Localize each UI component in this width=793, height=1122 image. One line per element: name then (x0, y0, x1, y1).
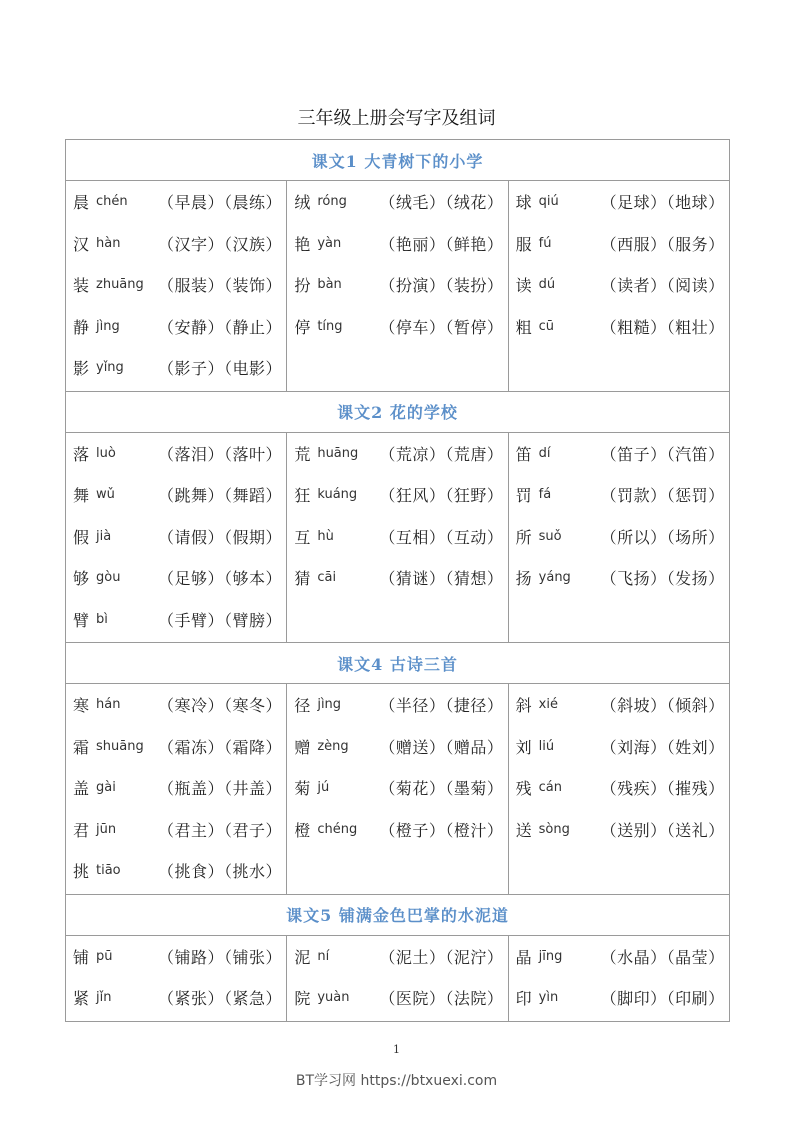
character-entry (287, 264, 507, 306)
character-entry (509, 474, 729, 516)
character-entry (509, 936, 729, 978)
character-entry (66, 767, 286, 809)
word-examples: （赠送）（赠品） (379, 737, 504, 757)
pinyin: yǐng (96, 360, 124, 376)
word-examples: （影子）（电影） (158, 359, 283, 379)
pinyin: suǒ (538, 528, 562, 544)
word-examples: （紧张）（紧急） (158, 989, 283, 1009)
character: 挑 (73, 862, 90, 882)
word-examples: （泥土）（泥泞） (379, 947, 504, 967)
pinyin: luò (96, 445, 116, 461)
word-examples: （飞扬）（发扬） (600, 569, 725, 589)
character-entry (66, 850, 286, 892)
word-examples: （绒毛）（绒花） (379, 193, 504, 213)
word-examples: （猜谜）（猜想） (379, 569, 504, 589)
word-examples: （互相）（互动） (379, 527, 504, 547)
character: 所 (515, 527, 532, 547)
word-examples: （残疾）（摧残） (600, 779, 725, 799)
pinyin: dí (538, 445, 551, 461)
character-entry (509, 306, 729, 348)
character: 绒 (294, 193, 311, 213)
word-examples: （粗糙）（粗壮） (600, 317, 725, 337)
character-entry (509, 726, 729, 768)
character: 舞 (73, 486, 90, 506)
character: 荒 (294, 444, 311, 464)
character-entry (66, 977, 286, 1019)
character-entry (66, 809, 286, 851)
pinyin: wǔ (96, 487, 115, 503)
pinyin: shuāng (96, 738, 144, 754)
pinyin: liú (538, 738, 555, 754)
pinyin: kuáng (317, 487, 358, 503)
character-entry (66, 306, 286, 348)
character: 装 (73, 276, 90, 296)
column (508, 684, 729, 895)
character-entry (509, 684, 729, 726)
character: 猜 (294, 569, 311, 589)
character-entry (287, 557, 507, 599)
section-title: 课文2 花的学校 (66, 391, 730, 432)
character-entry (287, 181, 507, 223)
character: 够 (73, 569, 90, 589)
section-title: 课文5 铺满金色巴掌的水泥道 (66, 894, 730, 935)
section-title: 课文1 大青树下的小学 (66, 140, 730, 181)
column (287, 432, 508, 643)
character: 笛 (515, 444, 532, 464)
character: 铺 (73, 947, 90, 967)
column (66, 684, 287, 895)
character: 罚 (515, 486, 532, 506)
character-entry (66, 223, 286, 265)
character: 停 (294, 317, 311, 337)
pinyin: xié (538, 697, 558, 713)
character-entry (287, 306, 507, 348)
word-examples: （西服）（服务） (600, 234, 725, 254)
pinyin: jǐn (96, 990, 112, 1006)
word-examples: （医院）（法院） (379, 989, 504, 1009)
character-entry (66, 264, 286, 306)
character: 院 (294, 989, 311, 1009)
pinyin: bàn (317, 277, 342, 293)
pinyin: pū (96, 948, 113, 964)
character: 臂 (73, 610, 90, 630)
word-examples: （霜冻）（霜降） (158, 737, 283, 757)
column (66, 432, 287, 643)
character: 艳 (294, 234, 311, 254)
character: 落 (73, 444, 90, 464)
word-examples: （菊花）（墨菊） (379, 779, 504, 799)
pinyin: yìn (538, 990, 559, 1006)
word-examples: （艳丽）（鲜艳） (379, 234, 504, 254)
character-entry (66, 347, 286, 389)
character-entry (66, 557, 286, 599)
pinyin: cū (538, 318, 555, 334)
column (508, 935, 729, 1021)
pinyin: sòng (538, 821, 570, 837)
word-examples: （半径）（捷径） (379, 696, 504, 716)
character-entry (66, 684, 286, 726)
section-header-row (66, 894, 730, 935)
pinyin: gòu (96, 570, 121, 586)
character: 送 (515, 820, 532, 840)
character: 残 (515, 779, 532, 799)
word-examples: （跳舞）（舞蹈） (158, 486, 283, 506)
character-entry (287, 767, 507, 809)
character-entry (287, 809, 507, 851)
character: 影 (73, 359, 90, 379)
character-entry (509, 223, 729, 265)
character-entry (509, 264, 729, 306)
pinyin: tíng (317, 318, 343, 334)
character: 粗 (515, 317, 532, 337)
column (508, 432, 729, 643)
pinyin: zhuāng (96, 277, 144, 293)
character-entry (287, 516, 507, 558)
word-examples: （安静）（静止） (158, 317, 283, 337)
word-examples: （停车）（暂停） (379, 317, 504, 337)
section-body-row (66, 935, 730, 1021)
column (66, 181, 287, 392)
character-entry (509, 433, 729, 475)
character: 盖 (73, 779, 90, 799)
section-body-row (66, 432, 730, 643)
word-examples: （荒凉）（荒唐） (379, 444, 504, 464)
character-table (65, 139, 730, 1022)
pinyin: hán (96, 697, 121, 713)
word-examples: （足球）（地球） (600, 193, 725, 213)
character: 菊 (294, 779, 311, 799)
pinyin: yuàn (317, 990, 350, 1006)
pinyin: cāi (317, 570, 337, 586)
column (287, 684, 508, 895)
word-examples: （服装）（装饰） (158, 276, 283, 296)
page-number: 1 (393, 1043, 400, 1056)
character-entry (287, 474, 507, 516)
pinyin: jūn (96, 821, 117, 837)
character-entry (509, 809, 729, 851)
character: 泥 (294, 947, 311, 967)
word-examples: （请假）（假期） (158, 527, 283, 547)
pinyin: jú (317, 780, 330, 796)
character-entry (66, 433, 286, 475)
character-entry (66, 474, 286, 516)
column (287, 181, 508, 392)
pinyin: chéng (317, 821, 358, 837)
word-examples: （足够）（够本） (158, 569, 283, 589)
character: 假 (73, 527, 90, 547)
character: 晨 (73, 193, 90, 213)
pinyin: jīng (538, 948, 563, 964)
character: 紧 (73, 989, 90, 1009)
word-examples: （笛子）（汽笛） (600, 444, 725, 464)
pinyin: ní (317, 948, 330, 964)
word-examples: （所以）（场所） (600, 527, 725, 547)
character: 晶 (515, 947, 532, 967)
character-entry (287, 726, 507, 768)
pinyin: huāng (317, 445, 359, 461)
word-examples: （汉字）（汉族） (158, 234, 283, 254)
pinyin: jìng (317, 697, 342, 713)
character-entry (66, 726, 286, 768)
character-entry (509, 767, 729, 809)
character: 球 (515, 193, 532, 213)
character: 印 (515, 989, 532, 1009)
pinyin: zèng (317, 738, 349, 754)
character: 静 (73, 317, 90, 337)
pinyin: dú (538, 277, 556, 293)
character: 读 (515, 276, 532, 296)
character-entry (509, 516, 729, 558)
pinyin: fú (538, 235, 552, 251)
character-entry (66, 516, 286, 558)
pinyin: cán (538, 780, 563, 796)
word-examples: （早晨）（晨练） (158, 193, 283, 213)
character: 橙 (294, 820, 311, 840)
word-examples: （扮演）（装扮） (379, 276, 504, 296)
section-title: 课文4 古诗三首 (66, 643, 730, 684)
word-examples: （罚款）（惩罚） (600, 486, 725, 506)
section-body-row (66, 181, 730, 392)
word-examples: （脚印）（印刷） (600, 989, 725, 1009)
pinyin: gài (96, 780, 116, 796)
column (66, 935, 287, 1021)
character-entry (287, 977, 507, 1019)
section-header-row (66, 140, 730, 181)
character-entry (66, 936, 286, 978)
character-entry (509, 557, 729, 599)
character: 径 (294, 696, 311, 716)
character: 君 (73, 820, 90, 840)
character: 扬 (515, 569, 532, 589)
character: 互 (294, 527, 311, 547)
column (508, 181, 729, 392)
word-examples: （落泪）（落叶） (158, 444, 283, 464)
character: 刘 (515, 737, 532, 757)
column (287, 935, 508, 1021)
word-examples: （橙子）（橙汁） (379, 820, 504, 840)
pinyin: hù (317, 528, 334, 544)
character-entry (509, 977, 729, 1019)
word-examples: （刘海）（姓刘） (600, 737, 725, 757)
word-examples: （铺路）（铺张） (158, 947, 283, 967)
character-entry (66, 181, 286, 223)
section-header-row (66, 391, 730, 432)
character-entry (287, 936, 507, 978)
character: 汉 (73, 234, 90, 254)
footer-watermark: BT学习网 https://btxuexi.com (295, 1073, 498, 1089)
word-examples: （瓶盖）（井盖） (158, 779, 283, 799)
pinyin: bì (96, 611, 108, 627)
page-title: 三年级上册会写字及组词 (297, 108, 496, 129)
character-entry (287, 433, 507, 475)
pinyin: róng (317, 194, 347, 210)
character-entry (66, 599, 286, 641)
word-examples: （手臂）（臂膀） (158, 610, 283, 630)
pinyin: hàn (96, 235, 121, 251)
word-examples: （读者）（阅读） (600, 276, 725, 296)
character: 狂 (294, 486, 311, 506)
pinyin: tiāo (96, 863, 121, 879)
word-examples: （狂风）（狂野） (379, 486, 504, 506)
word-examples: （送别）（送礼） (600, 820, 725, 840)
character-entry (287, 684, 507, 726)
word-examples: （水晶）（晶莹） (600, 947, 725, 967)
character: 赠 (294, 737, 311, 757)
character: 霜 (73, 737, 90, 757)
character: 寒 (73, 696, 90, 716)
pinyin: yáng (538, 570, 571, 586)
word-examples: （寒冷）（寒冬） (158, 696, 283, 716)
pinyin: yàn (317, 235, 342, 251)
pinyin: jìng (96, 318, 120, 334)
pinyin: fá (538, 487, 552, 503)
pinyin: qiú (538, 194, 559, 210)
word-examples: （斜坡）（倾斜） (600, 696, 725, 716)
character: 扮 (294, 276, 311, 296)
character-entry (509, 181, 729, 223)
word-examples: （挑食）（挑水） (158, 862, 283, 882)
word-examples: （君主）（君子） (158, 820, 283, 840)
character: 服 (515, 234, 532, 254)
section-header-row (66, 643, 730, 684)
character-entry (287, 223, 507, 265)
character: 斜 (515, 696, 532, 716)
section-body-row (66, 684, 730, 895)
pinyin: chén (96, 194, 128, 210)
pinyin: jià (96, 528, 112, 544)
